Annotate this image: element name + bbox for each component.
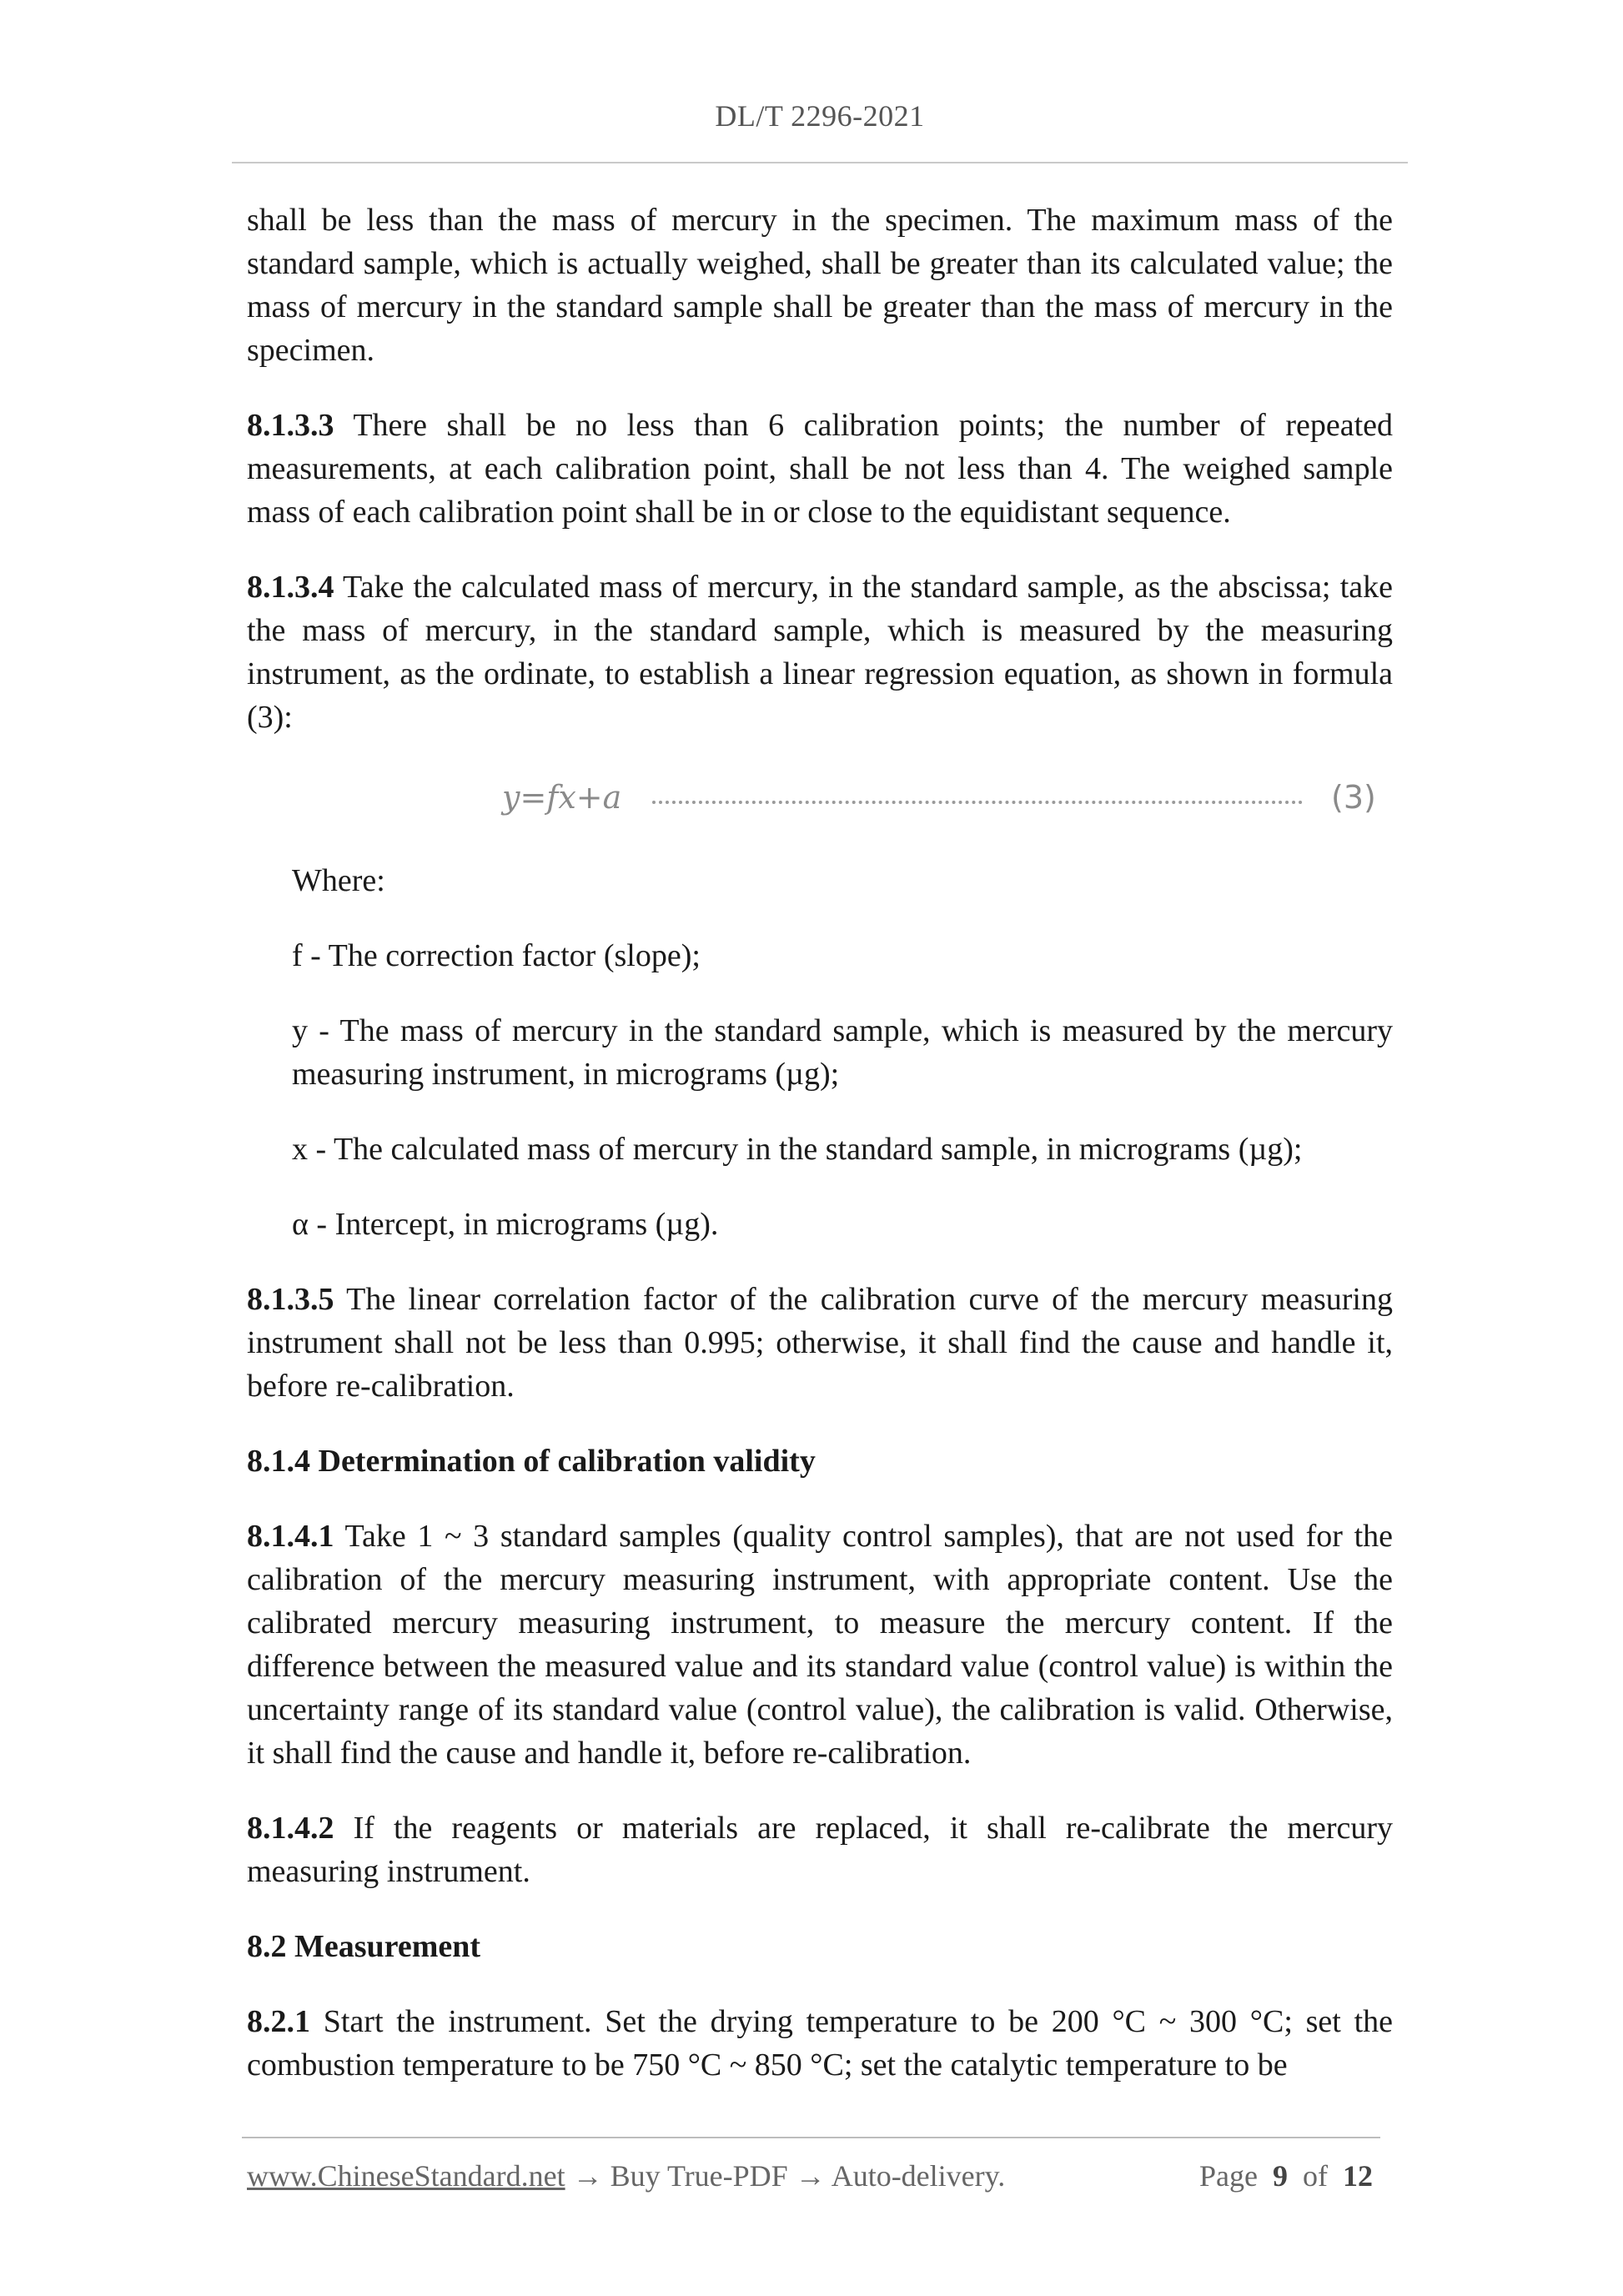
clause-number: 8.2.1 <box>247 2004 310 2039</box>
formula-number: (3) <box>1331 779 1376 816</box>
footer-divider <box>242 2137 1380 2138</box>
clause-8-1-4-2 <box>247 1806 1393 1893</box>
definition-y: y - The mass of mercury in the standard sample, which is measured by the mercury measuring instrument, in micrograms (µg); <box>292 1013 1393 1092</box>
clause-8-2-1 <box>247 2000 1393 2087</box>
page-body <box>247 198 1393 2087</box>
definition-x: x - The calculated mass of mercury in the standard sample, in micrograms (µg); <box>292 1132 1303 1167</box>
formula-3 <box>247 772 1393 831</box>
formula-leader-dots <box>652 801 1303 804</box>
clause-8-1-3-5 <box>247 1278 1393 1408</box>
clause-number: 8.1.4.1 <box>247 1519 334 1554</box>
section-heading-8-2: 8.2 Measurement <box>247 1929 481 1964</box>
page-indicator <box>1199 2158 1373 2193</box>
clause-8-1-3-4 <box>247 565 1393 739</box>
formula-expression: y=fx+a <box>502 779 622 816</box>
clause-number: 8.1.3.3 <box>247 408 334 443</box>
page-number: 9 <box>1273 2159 1288 2193</box>
clause-number: 8.1.4.2 <box>247 1811 334 1846</box>
header-divider <box>232 162 1408 163</box>
footer-promo <box>247 2158 1005 2193</box>
clause-number: 8.1.3.5 <box>247 1282 334 1317</box>
clause-text: If the reagents or materials are replaced, it shall re-calibrate the mercury measuring instrument. <box>247 1811 1393 1889</box>
clause-8-1-3-3 <box>247 404 1393 534</box>
clause-number: 8.1.3.4 <box>247 570 334 605</box>
section-heading-8-1-4: 8.1.4 Determination of calibration validity <box>247 1444 816 1479</box>
of-label: of <box>1303 2159 1328 2193</box>
clause-text: The linear correlation factor of the calibration curve of the mercury measuring instrument shall not be less than 0.995; otherwise, it shall find the cause and handle it, before re-calibration. <box>247 1282 1393 1404</box>
website-link[interactable]: www.ChineseStandard.net <box>247 2159 565 2193</box>
page-footer <box>247 2158 1393 2205</box>
clause-text: There shall be no less than 6 calibration points; the number of repeated measurements, at each calibration point, shall be not less than 4. The weighed sample mass of each calibration point shall be in or close to the equidistant sequence. <box>247 408 1393 530</box>
clause-8-1-4-1 <box>247 1515 1393 1775</box>
where-label: Where: <box>292 863 385 898</box>
page-label: Page <box>1199 2159 1258 2193</box>
document-header: DL/T 2296-2021 <box>715 99 925 133</box>
clause-text: Take the calculated mass of mercury, in the standard sample, as the abscissa; take the mass of mercury, in the standard sample, which is measured by the measuring instrument, as the ordinate, to establish a linear regression equation, as shown in formula (3): <box>247 570 1393 735</box>
clause-text: Start the instrument. Set the drying temperature to be 200 °C ~ 300 °C; set the combustion temperature to be 750 °C ~ 850 °C; set the catalytic temperature to be <box>247 2004 1393 2082</box>
paragraph: shall be less than the mass of mercury in the specimen. The maximum mass of the standard sample, which is actually weighed, shall be greater than its calculated value; the mass of mercury in the standard sample shall be greater than the mass of mercury in the specimen. <box>247 203 1393 368</box>
clause-text: Take 1 ~ 3 standard samples (quality control samples), that are not used for the calibration of the mercury measuring instrument, with appropriate content. Use the calibrated mercury measuring instrument, to measure the mercury content. If the difference between the measured value and its standard value (control value) is within the uncertainty range of its standard value (control value), the calibration is valid. Otherwise, it shall find the cause and handle it, before re-calibration. <box>247 1519 1393 1771</box>
definition-f: f - The correction factor (slope); <box>292 938 701 973</box>
footer-promo-text: → Buy True-PDF → Auto-delivery. <box>565 2159 1006 2193</box>
definition-alpha: α - Intercept, in micrograms (µg). <box>292 1207 719 1242</box>
total-pages: 12 <box>1343 2159 1373 2193</box>
